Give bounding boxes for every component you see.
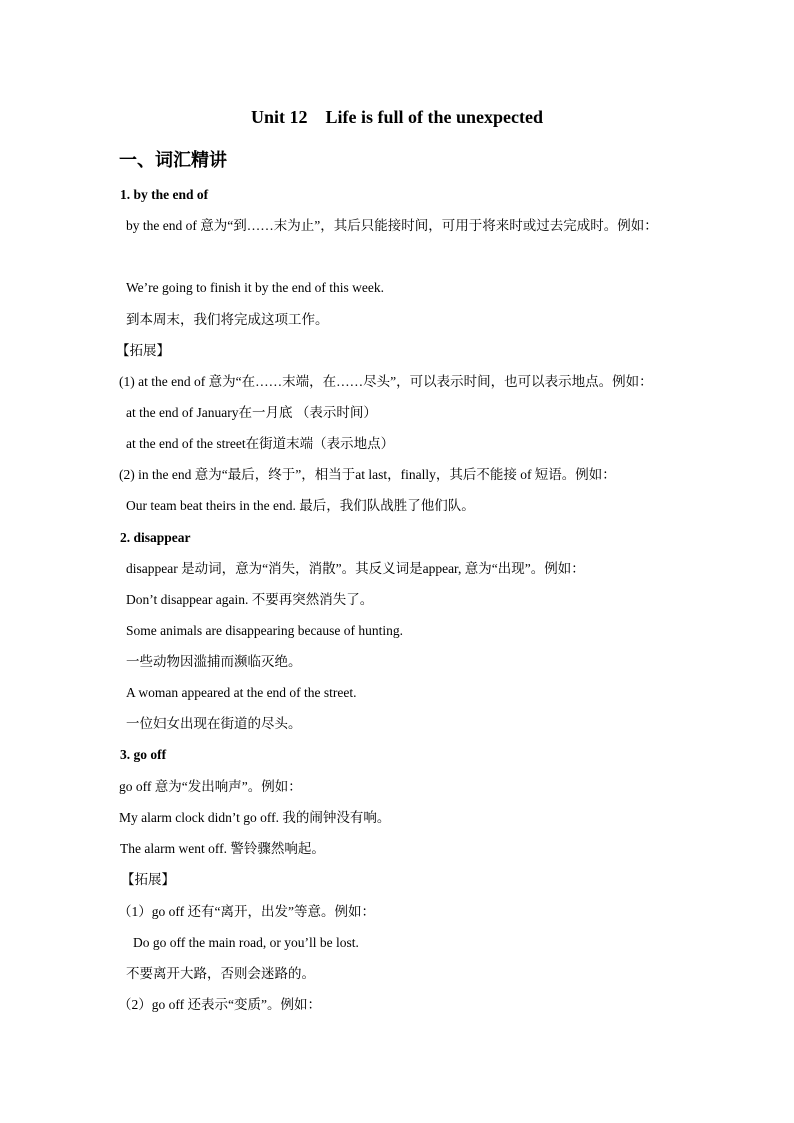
section-heading: 一、词汇精讲 [119,150,227,170]
extension-point-2: (2) in the end 意为“最后，终于”，相当于at last，finally，其后不能接 of 短语。例如： [119,467,616,482]
example-line: The alarm went off. 警铃骤然响起。 [120,841,325,856]
item-heading-by-the-end-of: 1. by the end of [120,187,209,202]
definition-line: go off 意为“发出响声”。例如： [119,779,302,794]
example-sentence: A woman appeared at the end of the street. [126,685,357,700]
extension-label: 【拓展】 [121,872,175,887]
extension-label: 【拓展】 [116,343,170,358]
example-translation: 不要离开大路，否则会迷路的。 [126,966,315,981]
extension-point-1: （1）go off 还有“离开，出发”等意。例如： [118,904,375,919]
definition-line: by the end of 意为“到……末为止”，其后只能接时间，可用于将来时或过去完成时。例如： [126,218,658,233]
example-line: at the end of the street在街道末端（表示地点） [126,436,395,451]
example-translation: 到本周末，我们将完成这项工作。 [126,312,329,327]
definition-line: disappear 是动词，意为“消失，消散”。其反义词是appear, 意为“出现”。例如： [126,561,585,576]
example-line: My alarm clock didn’t go off. 我的闹钟没有响。 [119,810,391,825]
example-line: Don’t disappear again. 不要再突然消失了。 [126,592,374,607]
example-line: at the end of January在一月底 （表示时间） [126,405,377,420]
example-sentence: We’re going to finish it by the end of this week. [126,280,384,295]
example-translation: 一些动物因滥捕而濒临灭绝。 [126,654,302,669]
example-line: Our team beat theirs in the end. 最后，我们队战胜了他们队。 [126,498,475,513]
extension-point-2: （2）go off 还表示“变质”。例如： [118,997,321,1012]
item-heading-go-off: 3. go off [120,747,167,762]
example-sentence: Some animals are disappearing because of hunting. [126,623,404,638]
extension-point-1: (1) at the end of 意为“在……末端，在……尽头”，可以表示时间，也可以表示地点。例如： [119,374,653,389]
example-translation: 一位妇女出现在街道的尽头。 [126,716,302,731]
document-title: Unit 12 Life is full of the unexpected [251,107,543,127]
item-heading-disappear: 2. disappear [120,530,191,545]
example-sentence: Do go off the main road, or you’ll be lost. [133,935,359,950]
